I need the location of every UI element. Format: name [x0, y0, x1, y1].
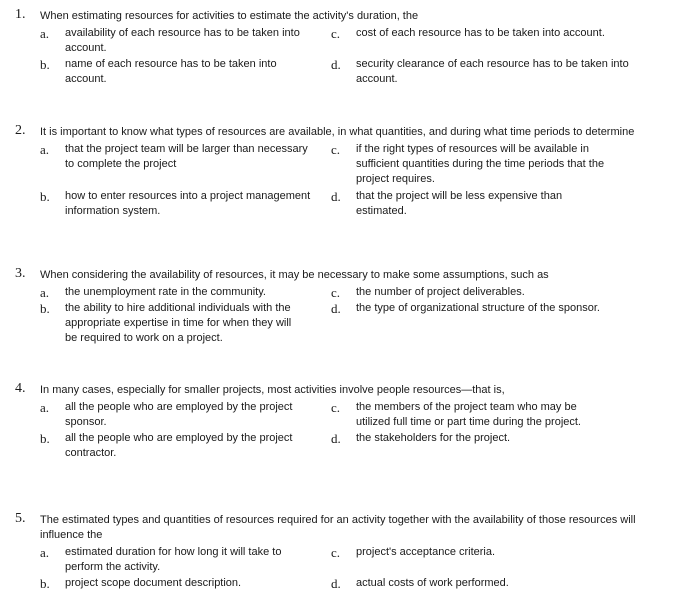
option-letter: a.	[40, 400, 50, 415]
option-letter: b.	[40, 576, 50, 591]
option-text: cost of each resource has to be taken into account.	[356, 27, 605, 39]
option-text: actual costs of work performed.	[356, 577, 509, 589]
option-text: project scope document description.	[65, 577, 242, 589]
option-letter: b.	[40, 189, 50, 204]
option-letter: c.	[331, 26, 341, 41]
question-text: In many cases, especially for smaller projects, most activities involve people resources—that is,	[40, 384, 505, 396]
option-letter: d.	[331, 576, 341, 591]
option-text: all the people who are employed by the project sponsor.	[65, 401, 293, 428]
option-text: the stakeholders for the project.	[356, 432, 511, 444]
option-text: that the project team will be larger than necessary to complete the project	[65, 143, 308, 170]
option-letter: a.	[40, 285, 50, 300]
option-letter: c.	[331, 285, 341, 300]
option-letter: d.	[331, 57, 341, 72]
option-text: the unemployment rate in the community.	[65, 286, 266, 298]
question-number: 5.	[15, 511, 26, 526]
option-letter: a.	[40, 545, 50, 560]
question-text: It is important to know what types of resources are available, in what quantities, and during what time periods to determine	[40, 126, 635, 138]
option-letter: b.	[40, 301, 50, 316]
option-text: estimated duration for how long it will take to perform the activity.	[65, 546, 282, 573]
option-letter: d.	[331, 301, 341, 316]
question-text: When estimating resources for activities to estimate the activity's duration, the	[40, 10, 419, 22]
option-letter: a.	[40, 26, 50, 41]
option-text: how to enter resources into a project management information system.	[65, 190, 311, 217]
option-text: name of each resource has to be taken into account.	[65, 58, 277, 85]
question-number: 4.	[15, 381, 26, 396]
option-text: the members of the project team who may be utilized full time or part time during the project.	[356, 401, 581, 428]
option-text: if the right types of resources will be available in sufficient quantities during the time periods that the project requires.	[356, 143, 605, 185]
option-letter: c.	[331, 142, 341, 157]
option-letter: d.	[331, 431, 341, 446]
option-text: the type of organizational structure of the sponsor.	[356, 302, 600, 314]
question-number: 3.	[15, 266, 26, 281]
option-text: the ability to hire additional individuals with the appropriate expertise in time for when they will be required to work on a project.	[65, 302, 292, 344]
question-number: 1.	[15, 7, 26, 22]
option-text: that the project will be less expensive than estimated.	[356, 190, 563, 217]
option-letter: b.	[40, 57, 50, 72]
question-text: The estimated types and quantities of resources required for an activity together with the availability of those resources will influence the	[40, 514, 636, 541]
question-number: 2.	[15, 123, 26, 138]
option-text: all the people who are employed by the project contractor.	[65, 432, 293, 459]
option-letter: c.	[331, 545, 341, 560]
option-letter: c.	[331, 400, 341, 415]
option-text: security clearance of each resource has to be taken into account.	[356, 58, 629, 85]
option-text: availability of each resource has to be taken into account.	[65, 27, 300, 54]
option-text: the number of project deliverables.	[356, 286, 525, 298]
option-letter: a.	[40, 142, 50, 157]
option-letter: d.	[331, 189, 341, 204]
option-letter: b.	[40, 431, 50, 446]
option-text: project's acceptance criteria.	[356, 546, 496, 558]
question-text: When considering the availability of resources, it may be necessary to make some assumptions, such as	[40, 269, 549, 281]
